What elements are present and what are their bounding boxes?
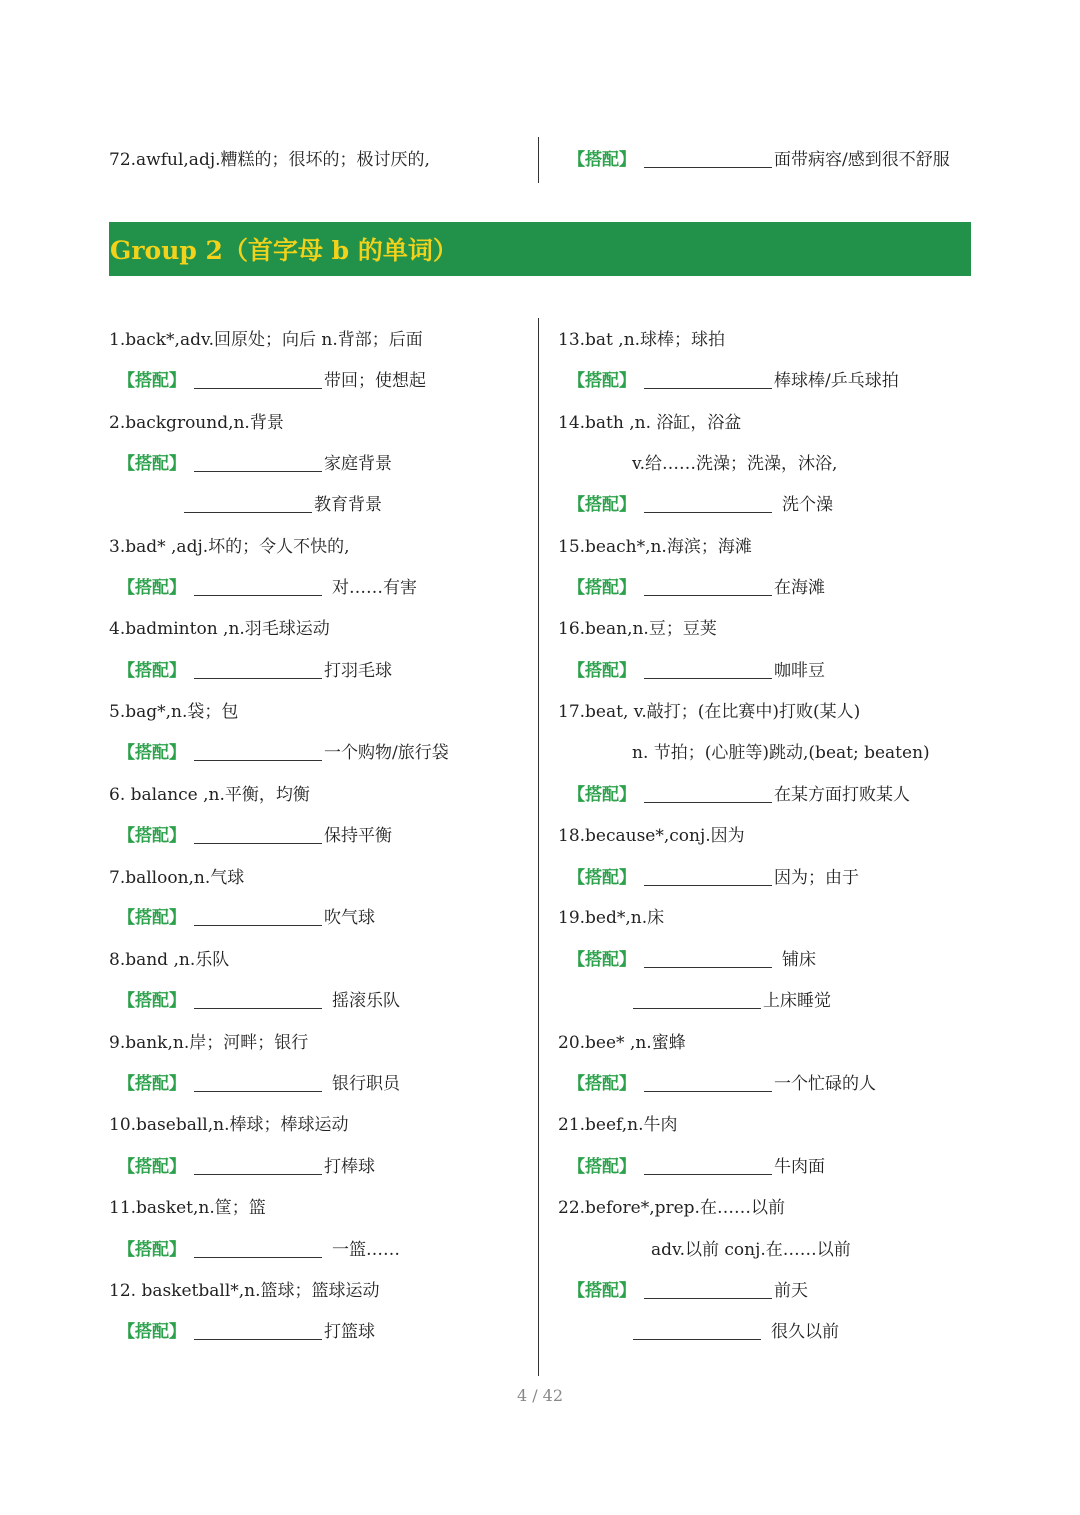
word-entry-72 — [109, 148, 430, 172]
word-text: 22.before*,prep.在……以前 — [558, 1198, 785, 1218]
word-text: 4.badminton ,n.羽毛球运动 — [109, 619, 330, 639]
fill-blank[interactable] — [194, 742, 322, 761]
collocation-22b — [633, 1320, 839, 1344]
word-text: 19.bed*,n.床 — [558, 908, 665, 928]
word-entry-5 — [109, 700, 238, 724]
word-text: 12. basketball*,n.篮球；篮球运动 — [109, 1281, 380, 1301]
collocation-tag: 【搭配】 — [118, 454, 186, 474]
fill-blank[interactable] — [644, 1280, 772, 1299]
word-entry-20 — [558, 1031, 686, 1055]
word-entry-15 — [558, 535, 752, 559]
collocation-text: 面带病容/感到很不舒服 — [774, 150, 950, 170]
collocation-text: 很久以前 — [771, 1322, 839, 1342]
collocation-tag: 【搭配】 — [118, 371, 186, 391]
collocation-tag: 【搭配】 — [568, 578, 636, 598]
word-entry-13 — [558, 328, 725, 352]
collocation-text: 洗个澡 — [782, 495, 833, 515]
collocation-19b — [633, 989, 831, 1013]
collocation-tag: 【搭配】 — [568, 150, 636, 170]
word-text: 5.bag*,n.袋；包 — [109, 702, 239, 722]
word-text: 8.band ,n.乐队 — [109, 950, 230, 970]
collocation-text: 铺床 — [782, 950, 816, 970]
collocation-tag: 【搭配】 — [118, 1074, 186, 1094]
word-text: 10.baseball,n.棒球；棒球运动 — [109, 1115, 349, 1135]
word-text: v.给……洗澡；洗澡，沐浴, — [632, 454, 838, 474]
collocation-text: 教育背景 — [314, 495, 382, 515]
collocation-3 — [118, 576, 417, 600]
word-entry-1 — [109, 328, 423, 352]
collocation-7 — [118, 906, 375, 930]
word-text: 21.beef,n.牛肉 — [558, 1115, 678, 1135]
group-banner — [109, 222, 971, 276]
word-entry-22 — [558, 1196, 785, 1220]
word-text: 6. balance ,n.平衡，均衡 — [109, 785, 310, 805]
collocation-tag: 【搭配】 — [118, 1157, 186, 1177]
word-entry-17 — [558, 700, 860, 724]
collocation-text: 摇滚乐队 — [332, 991, 400, 1011]
fill-blank[interactable] — [644, 867, 772, 886]
collocation-tag: 【搭配】 — [568, 1281, 636, 1301]
collocation-text: 银行职员 — [332, 1074, 400, 1094]
collocation-72 — [568, 148, 950, 172]
collocation-tag: 【搭配】 — [118, 743, 186, 763]
collocation-19a — [568, 948, 816, 972]
collocation-21 — [568, 1155, 825, 1179]
fill-blank[interactable] — [644, 494, 772, 513]
fill-blank[interactable] — [194, 370, 322, 389]
fill-blank[interactable] — [194, 1321, 322, 1340]
collocation-18 — [568, 866, 859, 890]
fill-blank[interactable] — [194, 1239, 322, 1258]
word-text: 11.basket,n.筐；篮 — [109, 1198, 266, 1218]
word-text: 17.beat, v.敲打；(在比赛中)打败(某人) — [558, 702, 861, 722]
word-text: 72.awful,adj.糟糕的；很坏的；极讨厌的, — [109, 150, 430, 170]
collocation-text: 打羽毛球 — [324, 661, 392, 681]
collocation-12 — [118, 1320, 375, 1344]
collocation-tag: 【搭配】 — [118, 661, 186, 681]
collocation-13 — [568, 369, 899, 393]
word-entry-8 — [109, 948, 229, 972]
word-text: 16.bean,n.豆；豆荚 — [558, 619, 717, 639]
collocation-2a — [118, 452, 392, 476]
word-text: n. 节拍；(心脏等)跳动,(beat; beaten) — [632, 743, 930, 763]
fill-blank[interactable] — [644, 784, 772, 803]
word-text: adv.以前 conj.在……以前 — [651, 1240, 851, 1260]
collocation-tag: 【搭配】 — [568, 1157, 636, 1177]
word-text: 20.bee* ,n.蜜蜂 — [558, 1033, 686, 1053]
collocation-tag: 【搭配】 — [568, 371, 636, 391]
fill-blank[interactable] — [644, 1073, 772, 1092]
word-text: 3.bad* ,adj.坏的；令人不快的, — [109, 537, 350, 557]
fill-blank[interactable] — [633, 1321, 761, 1340]
collocation-text: 保持平衡 — [324, 826, 392, 846]
collocation-tag: 【搭配】 — [118, 1240, 186, 1260]
collocation-text: 吹气球 — [324, 908, 375, 928]
collocation-tag: 【搭配】 — [568, 1074, 636, 1094]
collocation-tag: 【搭配】 — [118, 1322, 186, 1342]
collocation-text: 因为；由于 — [774, 868, 859, 888]
fill-blank[interactable] — [194, 660, 322, 679]
fill-blank[interactable] — [194, 453, 322, 472]
collocation-tag: 【搭配】 — [568, 785, 636, 805]
collocation-text: 打篮球 — [324, 1322, 375, 1342]
word-entry-19 — [558, 906, 664, 930]
page-number: 4 / 42 — [516, 1386, 564, 1405]
collocation-tag: 【搭配】 — [118, 578, 186, 598]
word-text: 9.bank,n.岸；河畔；银行 — [109, 1033, 309, 1053]
collocation-17 — [568, 783, 910, 807]
fill-blank[interactable] — [644, 577, 772, 596]
word-entry-12 — [109, 1279, 380, 1303]
word-entry-9 — [109, 1031, 308, 1055]
word-entry-7 — [109, 866, 244, 890]
collocation-8 — [118, 989, 400, 1013]
word-entry-4 — [109, 617, 330, 641]
fill-blank[interactable] — [194, 577, 322, 596]
collocation-text: 对……有害 — [332, 578, 417, 598]
word-entry-14-verb — [632, 452, 837, 476]
fill-blank[interactable] — [644, 370, 772, 389]
collocation-text: 在某方面打败某人 — [774, 785, 910, 805]
word-entry-18 — [558, 824, 745, 848]
collocation-text: 一个忙碌的人 — [774, 1074, 876, 1094]
collocation-text: 一个购物/旅行袋 — [324, 743, 449, 763]
word-entry-14 — [558, 411, 741, 435]
fill-blank[interactable] — [194, 825, 322, 844]
collocation-20 — [568, 1072, 876, 1096]
collocation-11 — [118, 1238, 400, 1262]
fill-blank[interactable] — [644, 1156, 772, 1175]
collocation-tag: 【搭配】 — [118, 908, 186, 928]
collocation-text: 棒球棒/乒乓球拍 — [774, 371, 899, 391]
word-entry-10 — [109, 1113, 349, 1137]
word-entry-21 — [558, 1113, 677, 1137]
column-divider-top — [538, 137, 539, 183]
collocation-text: 上床睡觉 — [763, 991, 831, 1011]
collocation-1 — [118, 369, 426, 393]
collocation-text: 牛肉面 — [774, 1157, 825, 1177]
collocation-16 — [568, 659, 825, 683]
word-text: 1.back*,adv.回原处；向后 n.背部；后面 — [109, 330, 423, 350]
collocation-tag: 【搭配】 — [118, 826, 186, 846]
collocation-text: 打棒球 — [324, 1157, 375, 1177]
word-entry-16 — [558, 617, 717, 641]
collocation-6 — [118, 824, 392, 848]
collocation-tag: 【搭配】 — [568, 950, 636, 970]
collocation-tag: 【搭配】 — [118, 991, 186, 1011]
collocation-22a — [568, 1279, 808, 1303]
word-text: 13.bat ,n.球棒；球拍 — [558, 330, 726, 350]
fill-blank[interactable] — [633, 990, 761, 1009]
banner-title: Group 2（首字母 b 的单词） — [110, 236, 458, 265]
fill-blank[interactable] — [644, 149, 772, 168]
fill-blank[interactable] — [194, 907, 322, 926]
collocation-14 — [568, 493, 833, 517]
word-text: 15.beach*,n.海滨；海滩 — [558, 537, 752, 557]
fill-blank[interactable] — [644, 660, 772, 679]
collocation-2b — [184, 493, 382, 517]
collocation-text: 咖啡豆 — [774, 661, 825, 681]
fill-blank[interactable] — [194, 1073, 322, 1092]
collocation-text: 一篮…… — [332, 1240, 400, 1260]
collocation-text: 前天 — [774, 1281, 808, 1301]
collocation-tag: 【搭配】 — [568, 661, 636, 681]
fill-blank[interactable] — [644, 949, 772, 968]
word-entry-11 — [109, 1196, 266, 1220]
collocation-9 — [118, 1072, 400, 1096]
word-entry-3 — [109, 535, 350, 559]
word-text: 7.balloon,n.气球 — [109, 868, 245, 888]
collocation-text: 在海滩 — [774, 578, 825, 598]
collocation-text: 家庭背景 — [324, 454, 392, 474]
word-entry-6 — [109, 783, 310, 807]
fill-blank[interactable] — [194, 990, 322, 1009]
word-entry-2 — [109, 411, 284, 435]
collocation-10 — [118, 1155, 375, 1179]
word-entry-17-noun — [632, 741, 930, 765]
collocation-5 — [118, 741, 449, 765]
fill-blank[interactable] — [194, 1156, 322, 1175]
collocation-tag: 【搭配】 — [568, 495, 636, 515]
collocation-tag: 【搭配】 — [568, 868, 636, 888]
word-text: 14.bath ,n. 浴缸，浴盆 — [558, 413, 742, 433]
word-text: 2.background,n.背景 — [109, 413, 284, 433]
word-text: 18.because*,conj.因为 — [558, 826, 745, 846]
column-divider — [538, 318, 539, 1376]
collocation-4 — [118, 659, 392, 683]
fill-blank[interactable] — [184, 494, 312, 513]
collocation-15 — [568, 576, 825, 600]
collocation-text: 带回；使想起 — [324, 371, 426, 391]
word-entry-22-adv — [651, 1238, 851, 1262]
